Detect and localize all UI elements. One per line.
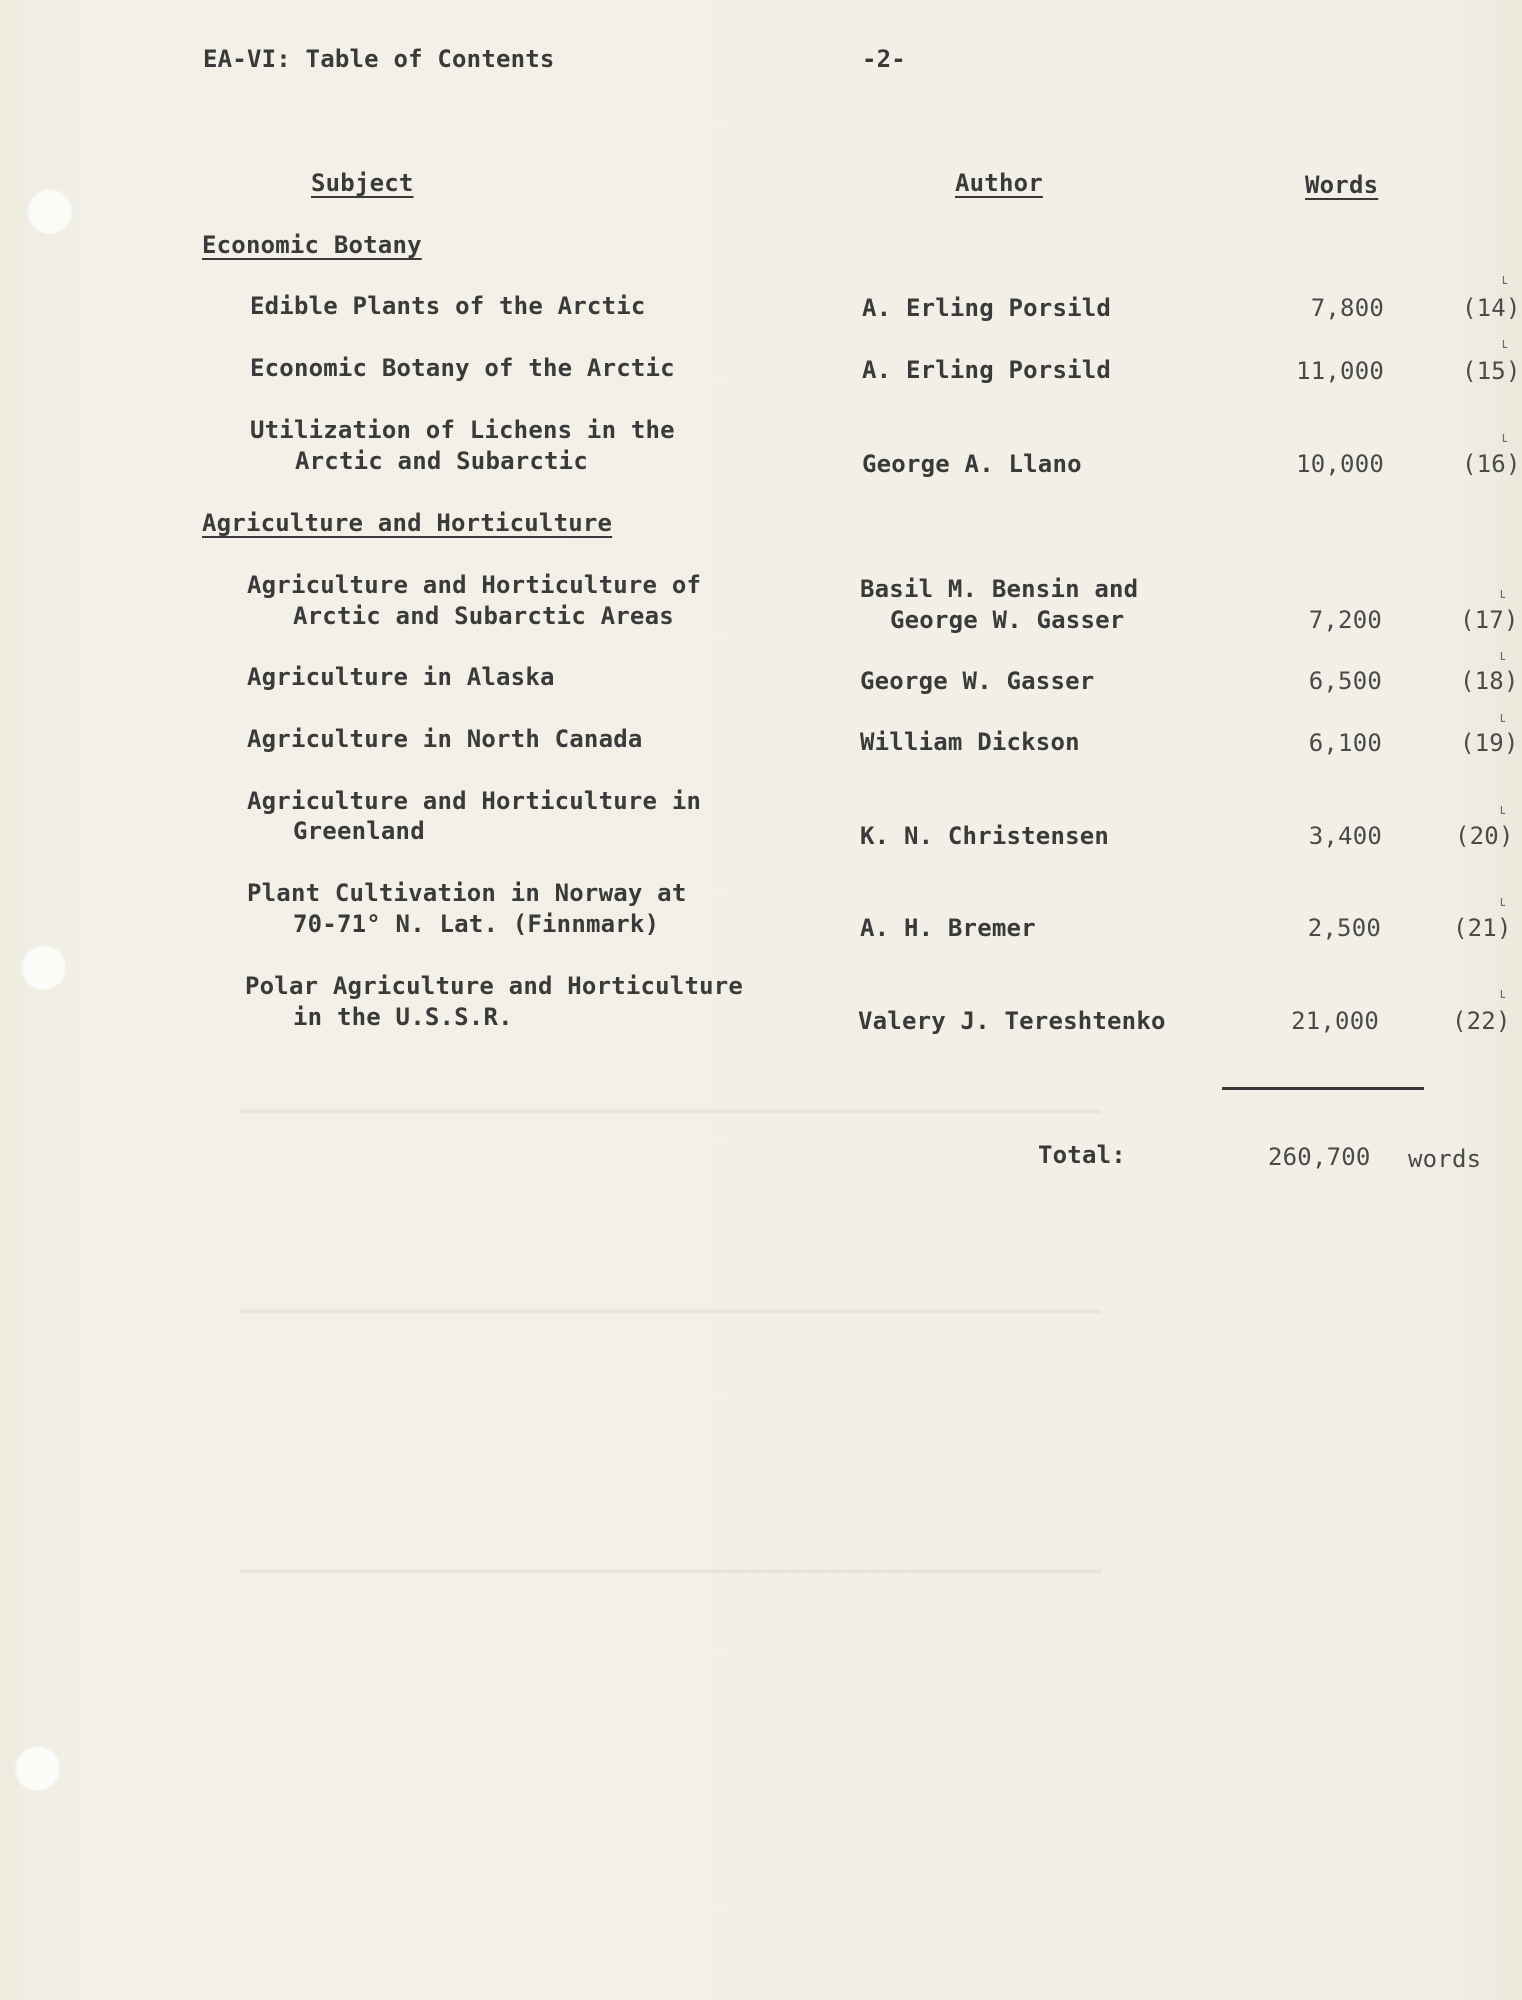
entry-subject: Agriculture and Horticulture of: [247, 571, 702, 599]
section-heading: Economic Botany: [202, 231, 422, 259]
entry-subject: 70-71° N. Lat. (Finnmark): [293, 910, 660, 938]
entry-ref: (20): [1455, 822, 1514, 850]
column-header-words: Words: [1305, 171, 1379, 199]
show-through-lines: ━━━━━━━━━━━━━━━━━━━━━━━━━━━━━━━━━━━━━━━━━━━━━━━━━━━━━━━━━━━━━━━━━: [240, 1100, 1101, 1125]
entry-author: A. H. Bremer: [860, 914, 1036, 942]
entry-subject: Economic Botany of the Arctic: [250, 354, 675, 382]
binder-hole-top: [26, 188, 72, 234]
entry-words: 7,800: [1310, 294, 1384, 322]
entry-ref: (17): [1460, 606, 1519, 634]
entry-subject: Utilization of Lichens in the: [250, 416, 675, 444]
show-through-lines: ━━━━━━━━━━━━━━━━━━━━━━━━━━━━━━━━━━━━━━━━━━━━━━━━━━━━━━━━━━━━━━━━━: [240, 1560, 1101, 1585]
entry-words: 2,500: [1307, 914, 1381, 942]
column-header-author: Author: [955, 169, 1043, 197]
entry-author: George W. Gasser: [860, 667, 1095, 695]
binder-hole-middle: [20, 944, 66, 990]
entry-subject: Arctic and Subarctic: [295, 447, 588, 475]
entry-words: 21,000: [1291, 1007, 1379, 1035]
entry-ref: (16): [1462, 450, 1521, 478]
check-mark-icon: ˪: [1502, 332, 1508, 353]
entry-words: 3,400: [1308, 822, 1382, 850]
entry-author: A. Erling Porsild: [862, 294, 1112, 322]
total-label: Total:: [1038, 1141, 1126, 1169]
entry-subject: Agriculture and Horticulture in: [247, 787, 702, 815]
document-title: EA-VI: Table of Contents: [203, 45, 555, 73]
section-heading: Agriculture and Horticulture: [202, 509, 613, 537]
check-mark-icon: ˪: [1500, 582, 1506, 603]
check-mark-icon: ˪: [1500, 982, 1506, 1003]
entry-words: 7,200: [1308, 606, 1382, 634]
page-number: -2-: [862, 45, 906, 73]
entry-words: 6,100: [1308, 729, 1382, 757]
check-mark-icon: ˪: [1500, 890, 1506, 911]
total-rule: [1222, 1087, 1424, 1090]
entry-subject: in the U.S.S.R.: [293, 1003, 513, 1031]
entry-ref: (18): [1460, 667, 1519, 695]
entry-author: George A. Llano: [862, 450, 1082, 478]
entry-subject: Plant Cultivation in Norway at: [247, 879, 687, 907]
check-mark-icon: ˪: [1500, 706, 1506, 727]
total-unit: words: [1408, 1145, 1482, 1173]
entry-ref: (15): [1462, 357, 1521, 385]
check-mark-icon: ˪: [1502, 268, 1508, 289]
entry-author: Valery J. Tereshtenko: [858, 1007, 1166, 1035]
entry-words: 11,000: [1296, 357, 1384, 385]
entry-author: George W. Gasser: [890, 606, 1125, 634]
entry-author: William Dickson: [860, 728, 1080, 756]
entry-author: A. Erling Porsild: [862, 356, 1112, 384]
entry-subject: Agriculture in Alaska: [247, 663, 555, 691]
entry-subject: Edible Plants of the Arctic: [250, 292, 646, 320]
check-mark-icon: ˪: [1500, 644, 1506, 665]
entry-author: Basil M. Bensin and: [860, 575, 1139, 603]
entry-author: K. N. Christensen: [860, 822, 1110, 850]
entry-ref: (21): [1453, 914, 1512, 942]
entry-subject: Arctic and Subarctic Areas: [293, 602, 674, 630]
binder-hole-bottom: [14, 1745, 60, 1791]
entry-ref: (19): [1460, 729, 1519, 757]
entry-subject: Agriculture in North Canada: [247, 725, 643, 753]
check-mark-icon: ˪: [1502, 426, 1508, 447]
show-through-lines: ━━━━━━━━━━━━━━━━━━━━━━━━━━━━━━━━━━━━━━━━━━━━━━━━━━━━━━━━━━━━━━━━━: [240, 1300, 1101, 1325]
entry-ref: (14): [1462, 294, 1521, 322]
entry-words: 10,000: [1296, 450, 1384, 478]
check-mark-icon: ˪: [1500, 798, 1506, 819]
total-value: 260,700: [1268, 1143, 1371, 1171]
entry-words: 6,500: [1308, 667, 1382, 695]
entry-ref: (22): [1452, 1007, 1511, 1035]
column-header-subject: Subject: [311, 169, 414, 197]
entry-subject: Polar Agriculture and Horticulture: [245, 972, 744, 1000]
entry-subject: Greenland: [293, 817, 425, 845]
